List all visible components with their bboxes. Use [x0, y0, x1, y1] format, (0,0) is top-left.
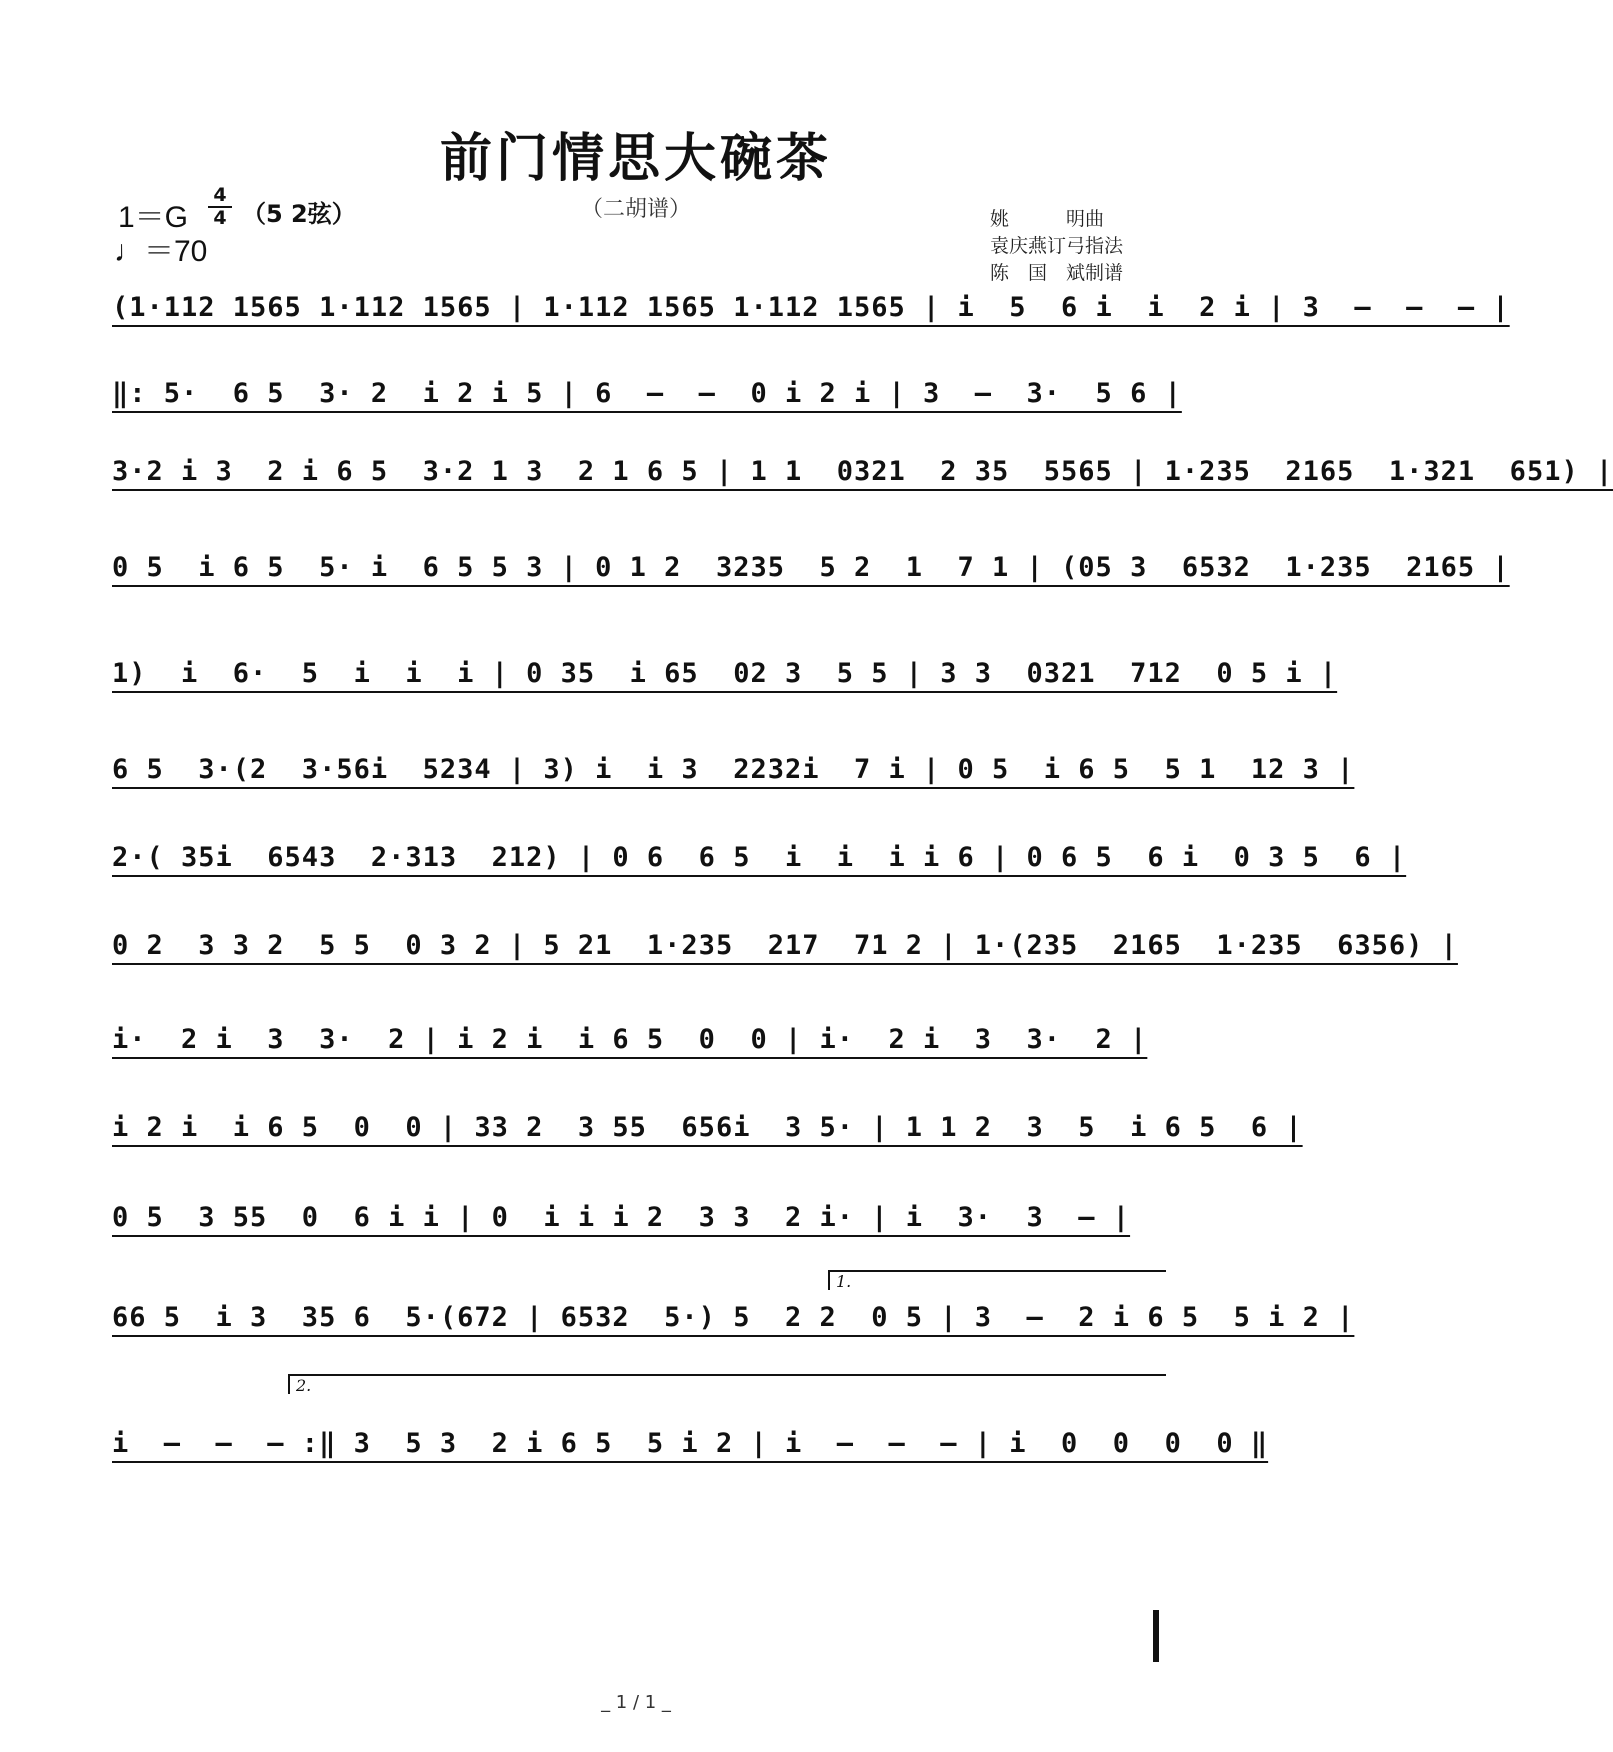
- meter-top: 4: [213, 184, 227, 206]
- score-line-10: i 2 i i 6 5 0 0 | 33 2 3 55 656i 3 5· | 1 1 2 3 5 i 6 5 6 |: [112, 1112, 1303, 1143]
- score-line-9: i· 2 i 3 3· 2 | i 2 i i 6 5 0 0 | i· 2 i 3 3· 2 |: [112, 1024, 1148, 1055]
- score-line-6: 6 5 3·(2 3·56i 5234 | 3) i i 3 2232i 7 i | 0 5 i 6 5 5 1 12 3 |: [112, 754, 1355, 785]
- score-line-2: ‖: 5· 6 5 3· 2 i 2 i 5 | 6 – – 0 i 2 i | 3 – 3· 5 6 |: [112, 378, 1182, 409]
- volta-first-ending: 1.: [828, 1270, 1166, 1290]
- score-line-11: 0 5 3 55 0 6 i i | 0 i i i 2 3 3 2 i· | i 3· 3 – |: [112, 1202, 1131, 1233]
- score-line-5: 1) i 6· 5 i i i | 0 35 i 65 02 3 5 5 | 3 3 0321 712 0 5 i |: [112, 658, 1338, 689]
- credits: [990, 206, 1123, 287]
- tempo-marking: ♩＝70: [114, 235, 208, 268]
- score-line-4: 0 5 i 6 5 5· i 6 5 5 3 | 0 1 2 3235 5 2 1 7 1 | (05 3 6532 1·235 2165 |: [112, 552, 1510, 583]
- page-subtitle: （二胡谱）: [580, 197, 691, 222]
- volta-second-ending: 2.: [288, 1374, 1166, 1394]
- composer-credit: 姚 明曲: [990, 208, 1105, 230]
- key-signature: 1＝G: [118, 201, 189, 234]
- page-title: 前门情思大碗茶: [439, 128, 832, 189]
- score-line-13: i – – – :‖ 3 5 3 2 i 6 5 5 i 2 | i – – – | i 0 0 0 0 ‖: [112, 1428, 1269, 1459]
- score-line-3: 3·2 i 3 2 i 6 5 3·2 1 3 2 1 6 5 | 1 1 0321 2 35 5565 | 1·235 2165 1·321 651) |: [112, 456, 1613, 487]
- score-line-12: 66 5 i 3 35 6 5·(672 | 6532 5·) 5 2 2 0 5 | 3 – 2 i 6 5 5 i 2 |: [112, 1302, 1355, 1333]
- string-tuning: （5 2弦）: [242, 200, 356, 228]
- score-line-7: 2·( 35i 6543 2·313 212) | 0 6 6 5 i i i i 6 | 0 6 5 6 i 0 3 5 6 |: [112, 842, 1407, 873]
- final-barline: [1153, 1610, 1159, 1662]
- score-line-8: 0 2 3 3 2 5 5 0 3 2 | 5 21 1·235 217 71 2 | 1·(235 2165 1·235 6356) |: [112, 930, 1458, 961]
- engraver-credit: 陈 国 斌制谱: [990, 262, 1124, 284]
- time-signature: [208, 186, 232, 228]
- bowing-credit: 袁庆燕订弓指法: [990, 235, 1124, 257]
- meter-bottom: 4: [213, 207, 227, 229]
- score-line-1: (1·112 1565 1·112 1565 | 1·112 1565 1·112 1565 | i 5 6 i i 2 i | 3 – – – |: [112, 292, 1510, 323]
- page-number: _ 1 / 1 _: [601, 1692, 671, 1713]
